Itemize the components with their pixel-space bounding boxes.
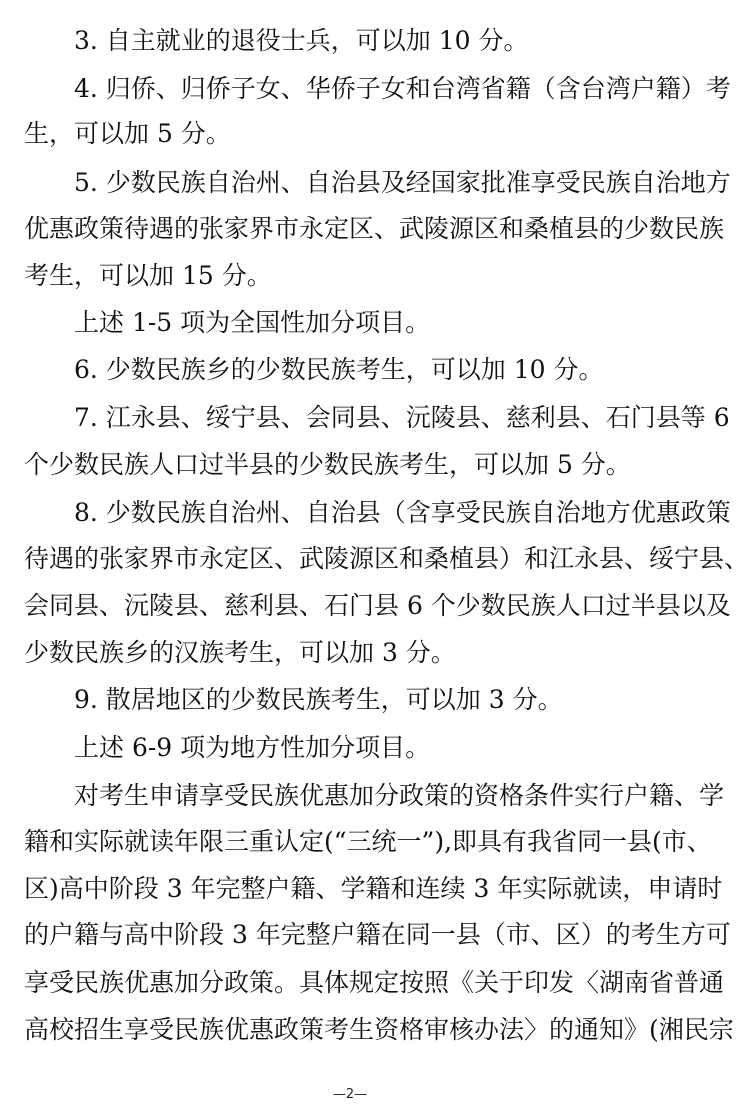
paragraph-line: 对考生申请享受民族优惠加分政策的资格条件实行户籍、学: [74, 781, 725, 810]
paragraph-line: 待遇的张家界市永定区、武陵源区和桑植县）和江永县、绥宁县、: [24, 544, 749, 573]
paragraph-line: 5. 少数民族自治州、自治县及经国家批准享受民族自治地方: [74, 168, 731, 197]
paragraph-line: 6. 少数民族乡的少数民族考生，可以加 10 分。: [74, 355, 604, 384]
page-number: —2—: [332, 1087, 368, 1102]
paragraph-line: 上述 6-9 项为地方性加分项目。: [74, 733, 431, 762]
paragraph-line: 高校招生享受民族优惠政策考生资格审核办法〉的通知》(湘民宗: [24, 1015, 734, 1044]
paragraph-line: 考生，可以加 15 分。: [24, 261, 272, 290]
paragraph-line: 8. 少数民族自治州、自治县（含享受民族自治地方优惠政策: [74, 498, 731, 527]
paragraph-line: 上述 1-5 项为全国性加分项目。: [74, 308, 431, 337]
paragraph-line: 少数民族乡的汉族考生，可以加 3 分。: [24, 638, 456, 667]
paragraph-line: 会同县、沅陵县、慈利县、石门县 6 个少数民族人口过半县以及: [24, 591, 731, 620]
paragraph-line: 优惠政策待遇的张家界市永定区、武陵源区和桑植县的少数民族: [24, 214, 725, 243]
paragraph-line: 3. 自主就业的退役士兵，可以加 10 分。: [74, 26, 529, 55]
paragraph-line: 区)高中阶段 3 年完整户籍、学籍和连续 3 年实际就读，申请时: [24, 874, 723, 903]
paragraph-line: 个少数民族人口过半县的少数民族考生，可以加 5 分。: [24, 450, 631, 479]
paragraph-line: 生，可以加 5 分。: [24, 119, 231, 148]
paragraph-line: 籍和实际就读年限三重认定(“三统一”),即具有我省同一县(市、: [24, 827, 712, 856]
paragraph-line: 享受民族优惠加分政策。具体规定按照《关于印发〈湖南省普通: [24, 968, 725, 997]
paragraph-line: 7. 江永县、绥宁县、会同县、沅陵县、慈利县、石门县等 6: [74, 403, 730, 432]
paragraph-line: 4. 归侨、归侨子女、华侨子女和台湾省籍（含台湾户籍）考: [74, 74, 731, 103]
paragraph-line: 9. 散居地区的少数民族考生，可以加 3 分。: [74, 685, 563, 714]
paragraph-line: 的户籍与高中阶段 3 年完整户籍在同一县（市、区）的考生方可: [24, 920, 731, 949]
